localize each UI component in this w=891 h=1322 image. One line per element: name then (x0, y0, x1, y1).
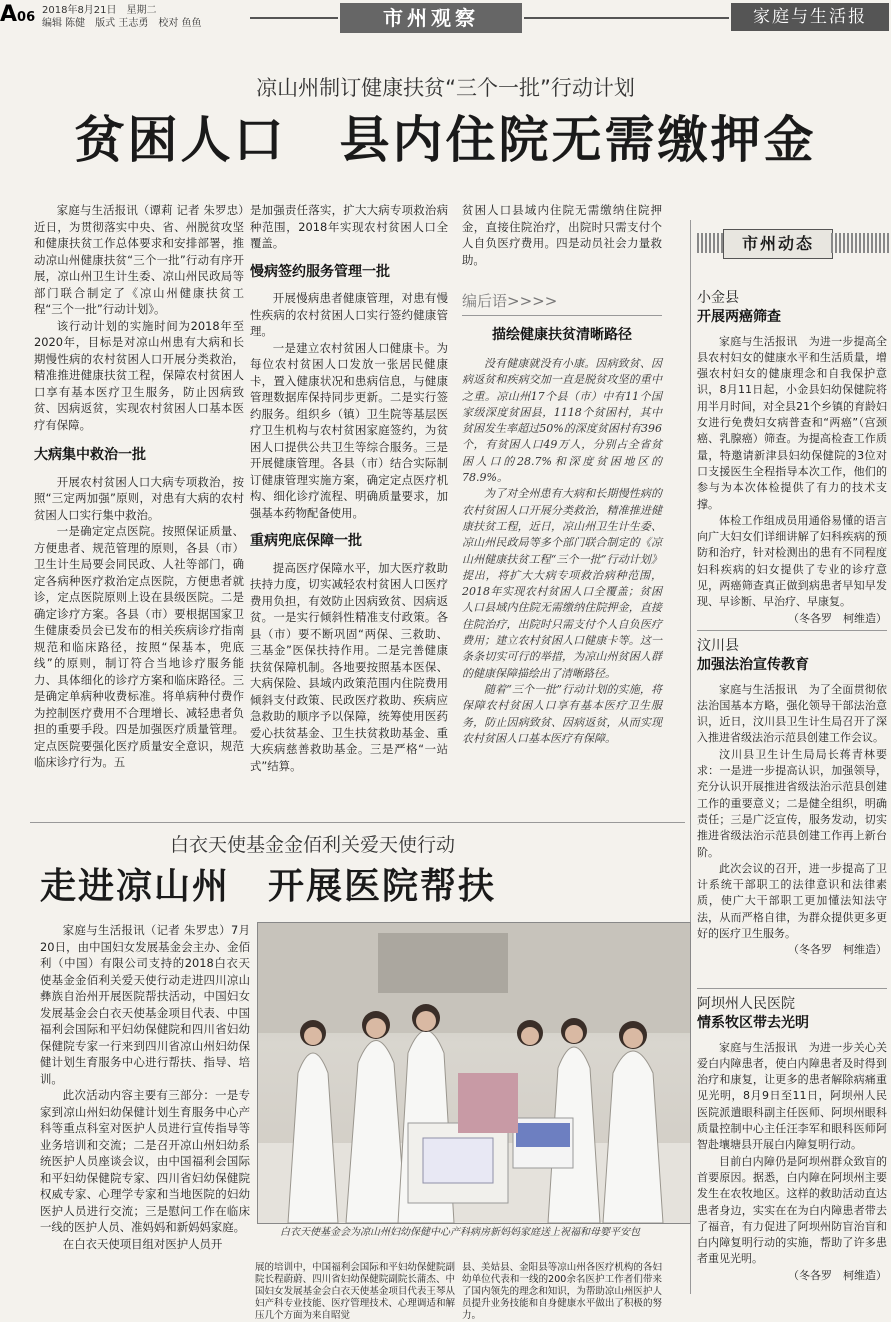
article1-headline: 贫困人口 县内住院无需缴押金 (74, 110, 817, 169)
page-number (0, 2, 35, 27)
item-location: 汶川县 (697, 638, 739, 654)
sidebar-item-wenchuan (697, 638, 887, 959)
decor-stripe (831, 233, 889, 253)
paragraph: 展的培训中，中国福利会国际和平妇幼保健院副院长程蔚蔚、四川省妇幼保健院副院长蒲杰、中国妇女发展基金会白衣天使基金项目代表王琴从妇产科专业技能、医疗管理技术、心理调适和解压几个方面为来自昭觉 (255, 1262, 455, 1321)
item-location: 小金县 (697, 290, 739, 306)
byline: （冬各罗 柯维造） (788, 611, 887, 625)
paragraph: 随着“三个一批”行动计划的实施，将保障农村贫困人口享有基本医疗卫生服务，防止因病致贫、因病返贫，从而实现农村贫困人口基本医疗有保障。 (462, 682, 662, 745)
article2-column-1 (40, 922, 250, 1252)
paragraph: 没有健康就没有小康。因病致贫、因病返贫和疾病交加一直是脱贫攻坚的重中之重。凉山州17个县（市）中有11个国家级深度贫困县，1118个贫困村，其中贫困发生率超过50%的深度贫困村有396个，有贫困人口49万人，分别占全省贫困人口的28.7%和深度贫困地区的78.9%。 (462, 357, 662, 485)
sidebar-item-xiaojin (697, 290, 887, 627)
subhead-major-illness: 大病集中救治一批 (34, 447, 146, 463)
editorial-label: 编后语>>>> (462, 292, 558, 310)
section-title: 市州观察 (340, 3, 522, 33)
staff-line: 编辑 陈健 版式 王志勇 校对 鱼鱼 (42, 18, 202, 29)
photo-illustration (258, 923, 690, 1224)
paragraph: 家庭与生活报讯（记者 朱罗忠）7月20日，由中国妇女发展基金会主办、金佰利（中国）有限公司支持的2018白衣天使基金金佰利关爱天使行动走进四川凉山彝族自治州开展医院帮扶活动，中国妇女发展基金会白衣天使基金项目代表、中国福利会国际和平妇幼保健院和四川省妇幼保健院专家一行来到四川省凉山州妇幼保健计划生育服务中心进行帮扶、指导、培训。 (40, 923, 250, 1086)
paragraph: 家庭与生活报讯 为进一步关心关爱白内障患者，使白内障患者及时得到治疗和康复，让更多的患者解除病痛重见光明，8月9日至11日，阿坝州人民医院派遣眼科副主任医师、阿坝州眼科质量控制中心主任汪李军和眼科医师阿智赴壤塘县开展白内障复明行动。 (697, 1040, 887, 1152)
editorial-title: 描绘健康扶贫清晰路径 (492, 327, 632, 343)
paragraph: 体检工作组成员用通俗易懂的语言向广大妇女们详细讲解了妇科疾病的预防和治疗，针对检测出的患有不同程度妇科疾病的妇女提供了专业的诊疗意见，两癌筛查真正做到病患者早知早发现、早诊断、早治疗、早康复。 (697, 513, 887, 609)
header-rule-right (524, 17, 729, 19)
paragraph: 一是确定定点医院。按照保证质量、方便患者、规范管理的原则，各县（市）卫生计生局要会同民政、人社等部门，确定各病种医疗救治定点医院，方便患者就诊，定点医院原则上设在县级医院。二是确定诊疗方案。各县（市）要根据国家卫生健康委员会已发布的相关疾病诊疗指南规范和临床路径，按照“保基本，兜底线”的原则，制订符合当地诊疗服务能力、具体细化的诊疗方案和临床路径。三是确定单病种收费标准。将单病种付费作为控制医疗费用不合理增长、减轻患者负担的重要手段。四是加强医疗质量管理。定点医院要强化医疗质量安全意识，规范临床诊疗行为。五 (34, 524, 244, 769)
paragraph: 开展慢病患者健康管理，对患有慢性疾病的农村贫困人口实行签约健康管理。 (250, 291, 448, 338)
paragraph: 目前白内障仍是阿坝州群众致盲的首要原因。据悉，白内障在阿坝州主要发生在农牧地区。这样的救助活动直达患者身边，实实在在为白内障患者带去了福音，有力促进了阿坝州防盲治盲和白内障复明行动的实施，帮助了许多患者重见光明。 (697, 1154, 887, 1266)
item-title: 开展两癌筛查 (697, 309, 781, 326)
brand-logo: 家庭与生活报 (731, 3, 889, 31)
paragraph: 家庭与生活报讯 为进一步提高全县农村妇女的健康水平和生活质量，增强农村妇女的健康理念和自我保护意识，8月11日起，小金县妇幼保健院将用半月时间，对全县21个乡镇的育龄妇女进行免费妇女病普查和“两癌”（宫颈癌、乳腺癌）筛查。为提高检查工作质量，特邀请新津县妇幼保健院的3位对口支援医生全程指导本次工作，他们的参与为本次体检提供了有力的技术支撑。 (697, 334, 887, 511)
paragraph: 汶川县卫生计生局局长蒋青林要求：一是进一步提高认识，加强领导，充分认识开展推进省级法治示范县创建工作的重要意义；二是健全组织，明确责任；三是广泛宣传，服务发动，切实推进省级法治示范县创建工作再上新台阶。 (697, 747, 887, 859)
article1-kicker: 凉山州制订健康扶贫“三个一批”行动计划 (256, 76, 635, 100)
paragraph: 县、美姑县、金阳县等凉山州各医疗机构的各妇幼单位代表和一线的200余名医护工作者们带来了国内领先的理念和知识，为帮助凉山州医护人员提升业务技能和自身健康水平做出了积极的努力。 (462, 1262, 662, 1321)
byline: （冬各罗 柯维造） (788, 943, 887, 957)
paragraph: 家庭与生活报讯（谭莉 记者 朱罗忠）近日，为贯彻落实中央、省、州脱贫攻坚和健康扶贫工作总体要求和安排部署，推动凉山州健康扶贫“三个一批”行动有序开展，凉山州卫生计生委、凉山州民政局等部门联合制定了《凉山州健康扶贫工程“三个一批”行动计划》。 (34, 203, 244, 316)
editorial-box (462, 290, 662, 747)
article2-column-2 (255, 1262, 455, 1322)
divider (697, 988, 887, 989)
sidebar-heading: 市州动态 (723, 229, 833, 259)
page-num: 06 (17, 10, 36, 25)
paragraph: 一是建立农村贫困人口健康卡。为每位农村贫困人口发放一张居民健康卡，置入健康状况和患病信息，与健康管理数据库保持同步更新。二是实行签约服务。组织乡（镇）卫生院等基层医疗卫生机构与农村贫困家庭签约，为贫困人口提供公共卫生等综合服务。三是开展健康管理。各县（市）结合实际制订健康管理实施方案，确定定点医疗机构、细化诊疗流程、明确质量要求，加强基本药物配备使用。 (250, 340, 448, 520)
item-title: 加强法治宣传教育 (697, 657, 809, 674)
paragraph: 家庭与生活报讯 为了全面贯彻依法治国基本方略，强化领导干部法治意识，近日，汶川县卫生计生局召开了深入推进省级法治示范县创建工作会议。 (697, 682, 887, 745)
page-letter: A (0, 2, 18, 27)
item-title: 情系牧区带去光明 (697, 1015, 809, 1032)
photo-caption: 白衣天使基金会为凉山州妇幼保健中心产科病房新妈妈家庭送上祝福和母婴平安包 (280, 1227, 640, 1238)
paragraph: 该行动计划的实施时间为2018年至2020年，目标是对凉山州患有大病和长期慢性病的农村贫困人口开展分类救治，精准推进健康扶贫工程，保障农村贫困人口享有基本医疗卫生服务，防止因病致贫、因病返贫，实现农村贫困人口基本医疗有保障。 (34, 318, 244, 432)
article2-headline: 走进凉山州 开展医院帮扶 (40, 865, 497, 907)
header-meta (42, 4, 202, 30)
article2-kicker: 白衣天使基金金佰利关爱天使行动 (170, 834, 456, 856)
editorial-body (462, 356, 662, 747)
paragraph: 开展农村贫困人口大病专项救治，按照“三定两加强”原则，对患有大病的农村贫困人口实行集中救治。 (34, 474, 244, 522)
issue-date: 2018年8月21日 星期二 (42, 5, 157, 16)
sidebar-item-aba (697, 996, 887, 1284)
divider (30, 822, 685, 823)
divider (462, 315, 662, 316)
divider (697, 630, 887, 631)
article2-column-3 (462, 1262, 662, 1322)
item-location: 阿坝州人民医院 (697, 996, 795, 1012)
article1-column-2 (250, 202, 448, 774)
article1-column-1 (34, 202, 244, 771)
subhead-severe: 重病兜底保障一批 (250, 533, 362, 549)
news-photo (257, 922, 691, 1224)
byline: （冬各罗 柯维造） (788, 1268, 887, 1282)
paragraph: 是加强责任落实，扩大大病专项救治病种范围，2018年实现农村贫困人口全覆盖。 (250, 203, 448, 250)
page-header (0, 0, 891, 36)
paragraph: 提高医疗保障水平，加大医疗救助扶持力度，切实减轻农村贫困人口医疗费用负担，有效防止因病致贫、因病返贫。一是实行倾斜性精准支付政策。各县（市）要不断巩固“两保、三救助、三基金”医保扶持作用。二是完善健康扶贫保障机制。各地要按照基本医保、大病保险、县域内政策范围内住院费用倾斜支付政策、民政医疗救助、疾病应急救助的顺序予以保障，统筹使用医药爱心扶贫基金、卫生扶贫救助基金、重大疾病慈善救助基金。三是严格“一站式”结算。 (250, 560, 448, 773)
paragraph: 此次会议的召开，进一步提高了卫计系统干部职工的法律意识和法律素质，使广大干部职工更加懂法知法守法，从而严格自律，为群众提供更多更好的医疗卫生服务。 (697, 861, 887, 941)
subhead-chronic: 慢病签约服务管理一批 (250, 263, 390, 280)
paragraph: 为了对全州患有大病和长期慢性病的农村贫困人口开展分类救治，精准推进健康扶贫工程，近日，凉山州卫生计生委、凉山州民政局等多个部门联合制定的《凉山州健康扶贫工程“三个一批”行动计划》提出，将扩大大病专项救治病种范围，2018年实现农村贫困人口全覆盖；贫困人口县域内住院无需缴纳住院押金，直接住院治疗，出院时只需支付个人自负医疗费用；建立农村贫困人口健康卡等。这一条条切实可行的举措，为凉山州贫困人群的健康保障描绘出了清晰路径。 (462, 487, 662, 680)
header-rule-left (250, 17, 338, 19)
paragraph: 贫困人口县域内住院无需缴纳住院押金，直接住院治疗，出院时只需支付个人自负医疗费用。四是动员社会力量救助。 (462, 203, 662, 267)
paragraph: 此次活动内容主要有三部分：一是专家到凉山州妇幼保健计划生育服务中心产科等重点科室对医护人员进行宣传指导等业务培训和交流；二是召开凉山州妇幼系统医护人员座谈会议，由中国福利会国际和平妇幼保健院专家、四川省妇幼保健院权威专家、心理学专家和当地医院的妇幼医护人员进行交流；三是慰问工作在临床一线的医护人员、准妈妈和新妈妈家庭。 (40, 1088, 250, 1234)
paragraph: 在白衣天使项目组对医护人员开 (62, 1236, 223, 1251)
decor-stripe (697, 233, 723, 253)
article1-column-3 (462, 202, 662, 268)
